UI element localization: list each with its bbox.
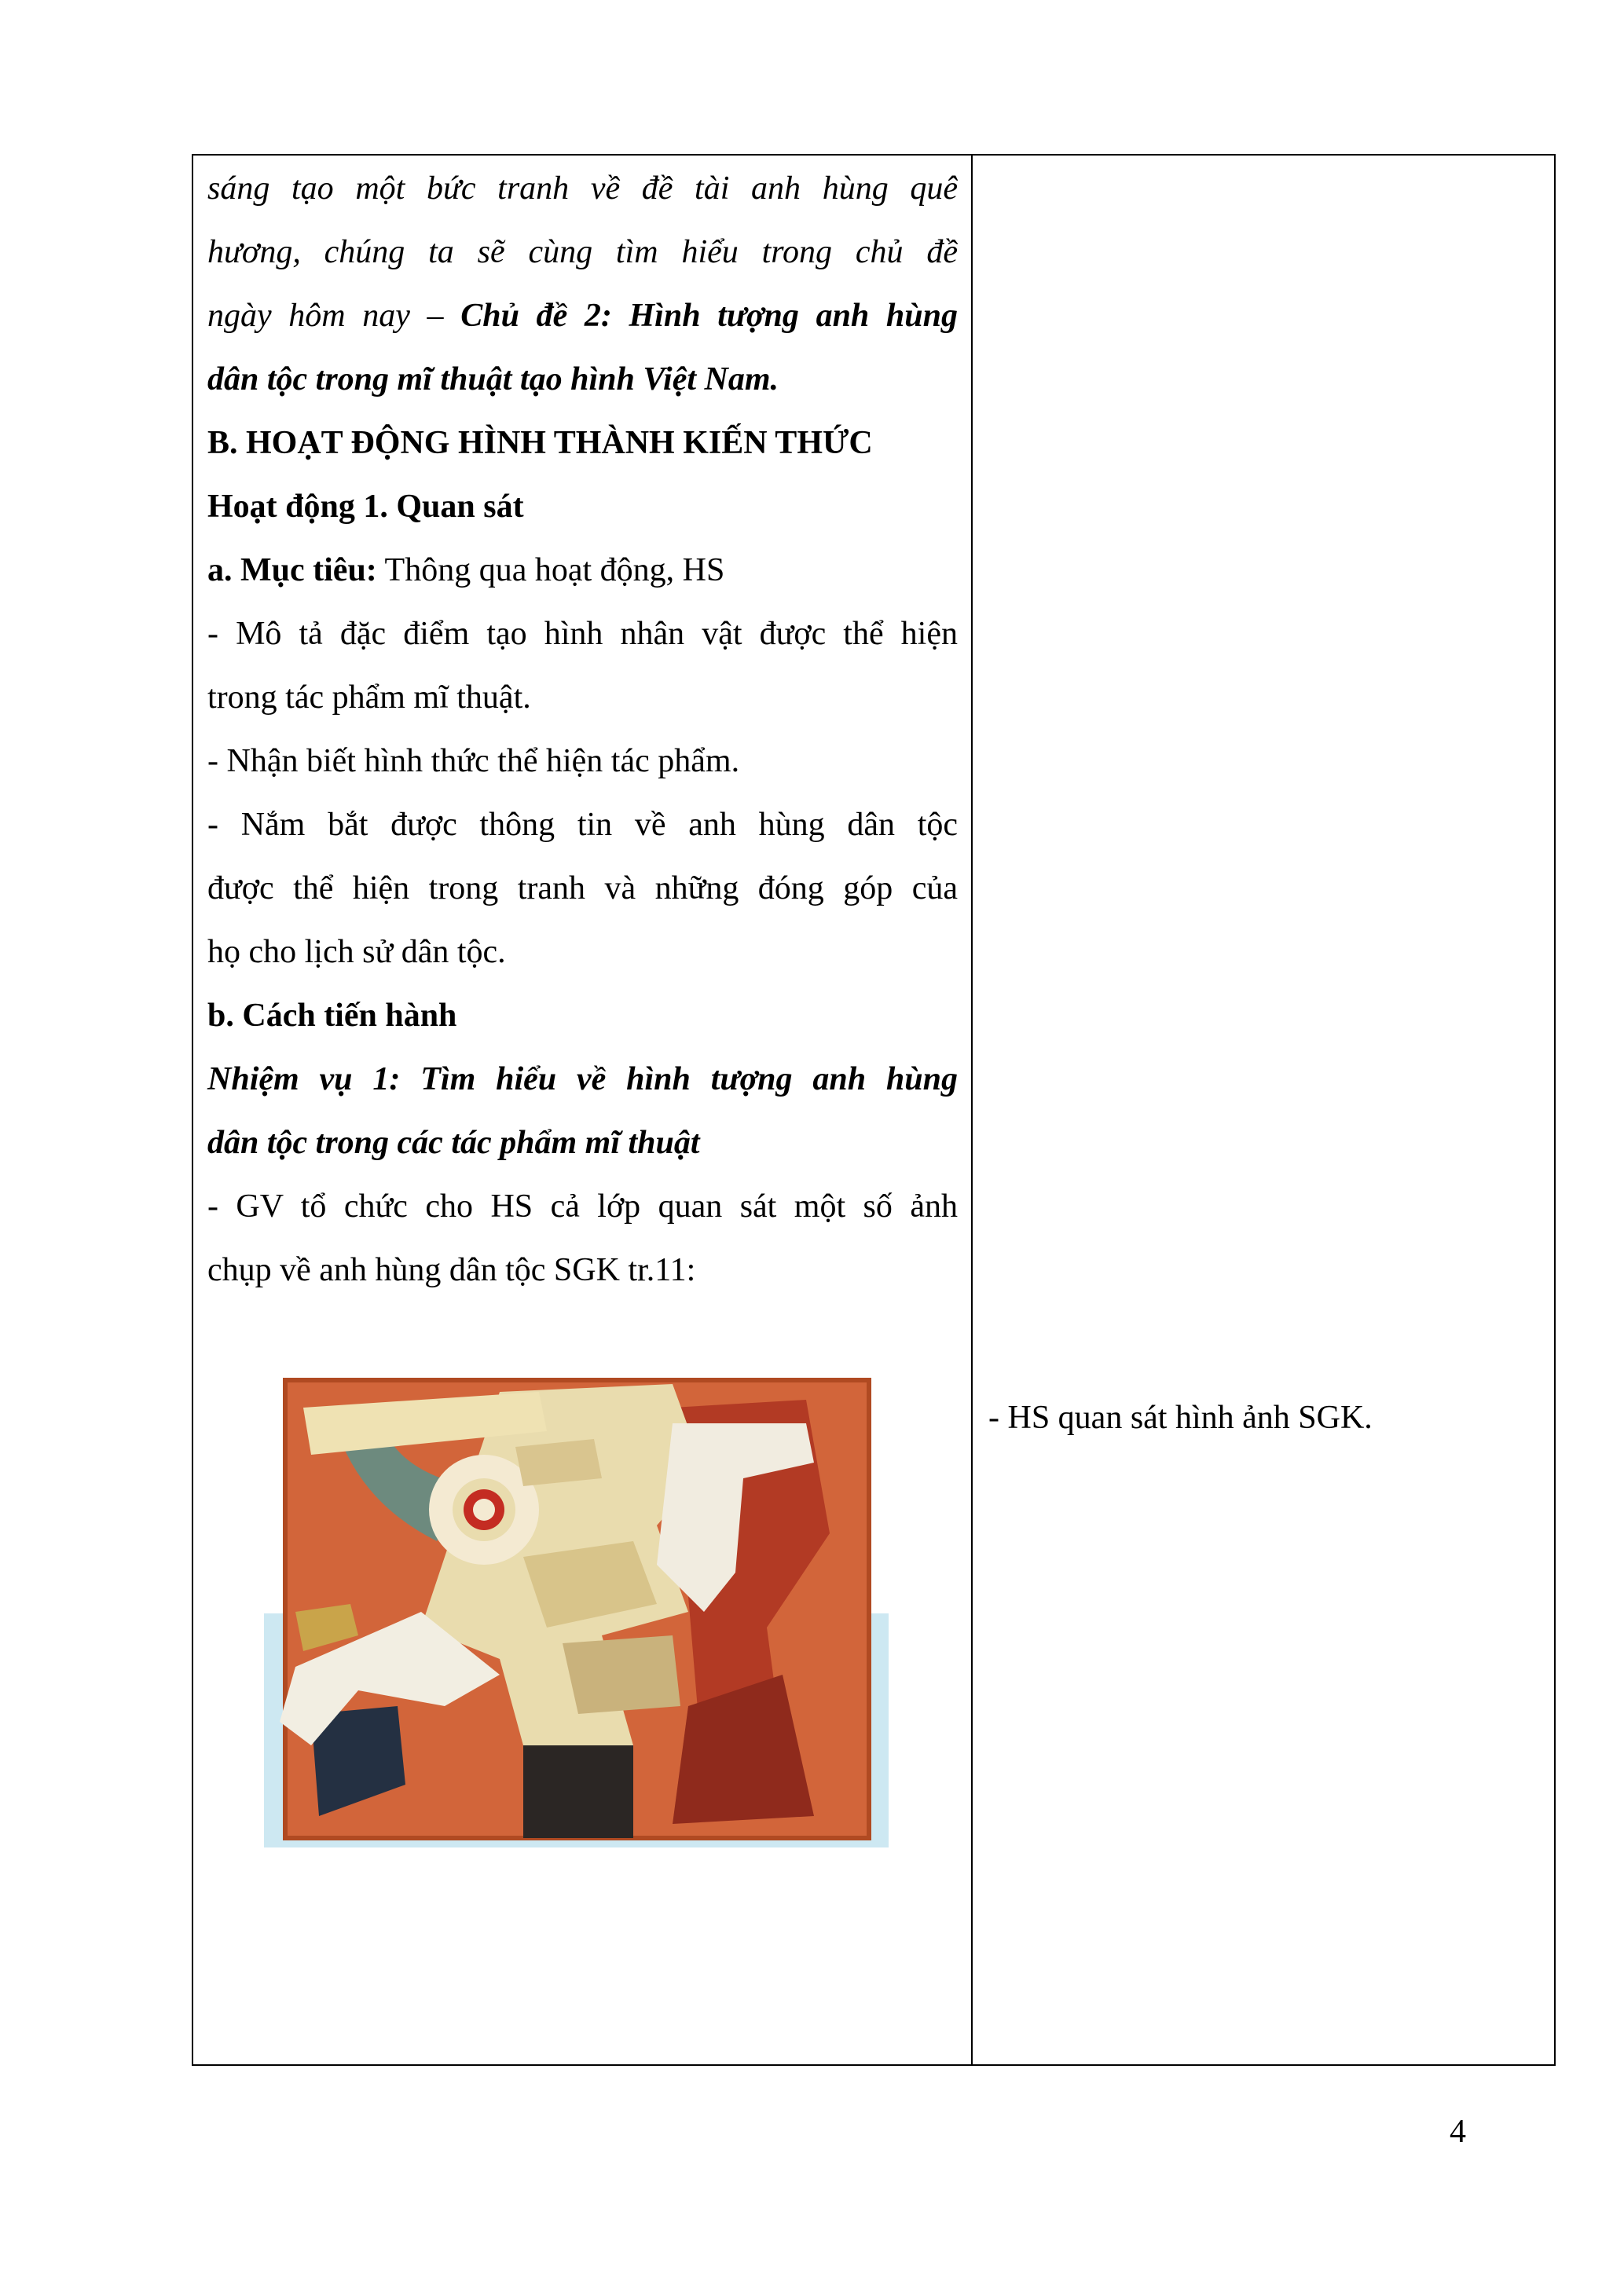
topic-title-part2: dân tộc trong mĩ thuật tạo hình Việt Nam.: [207, 361, 779, 397]
teacher-column: [207, 157, 958, 1302]
goal-label: a. Mục tiêu:: [207, 552, 377, 588]
teacher-instruction-2: chụp về anh hùng dân tộc SGK tr.11:: [207, 1252, 696, 1288]
task-1-heading-b: dân tộc trong các tác phẩm mĩ thuật: [207, 1125, 700, 1161]
intro-line-3-text: ngày hôm nay –: [207, 298, 461, 334]
goal-text: Thông qua hoạt động, HS: [376, 552, 725, 588]
student-column: [988, 1386, 1538, 1450]
goal-item-3c: họ cho lịch sử dân tộc.: [207, 934, 506, 970]
goal-item-1a: - Mô tả đặc điểm tạo hình nhân vật được thể hiện: [207, 616, 958, 652]
goal-line: [207, 539, 958, 602]
hero-painting-image: [264, 1376, 889, 1847]
task-1-heading-a: Nhiệm vụ 1: Tìm hiểu về hình tượng anh hùng: [207, 1061, 958, 1097]
steps-heading: b. Cách tiến hành: [207, 998, 457, 1034]
teacher-instruction-1: - GV tổ chức cho HS cả lớp quan sát một số ảnh: [207, 1188, 958, 1225]
student-response: - HS quan sát hình ảnh SGK.: [988, 1400, 1373, 1436]
goal-item-3b: được thể hiện trong tranh và những đóng góp của: [207, 870, 958, 906]
section-b-heading: B. HOẠT ĐỘNG HÌNH THÀNH KIẾN THỨC: [207, 425, 873, 461]
topic-title-part1: Chủ đề 2: Hình tượng anh hùng: [460, 298, 958, 334]
goal-item-2: - Nhận biết hình thức thể hiện tác phẩm.: [207, 743, 740, 779]
intro-line-3: [207, 284, 958, 348]
activity-1-heading: Hoạt động 1. Quan sát: [207, 489, 524, 525]
goal-item-3a: - Nắm bắt được thông tin về anh hùng dân tộc: [207, 807, 958, 843]
intro-line-2: hương, chúng ta sẽ cùng tìm hiểu trong chủ đề: [207, 234, 958, 270]
goal-item-1b: trong tác phẩm mĩ thuật.: [207, 679, 531, 716]
intro-line-1: sáng tạo một bức tranh về đề tài anh hùng quê: [207, 170, 958, 207]
column-divider: [971, 156, 973, 2064]
lesson-table: [192, 154, 1556, 2066]
page-number: 4: [1450, 2114, 1466, 2150]
